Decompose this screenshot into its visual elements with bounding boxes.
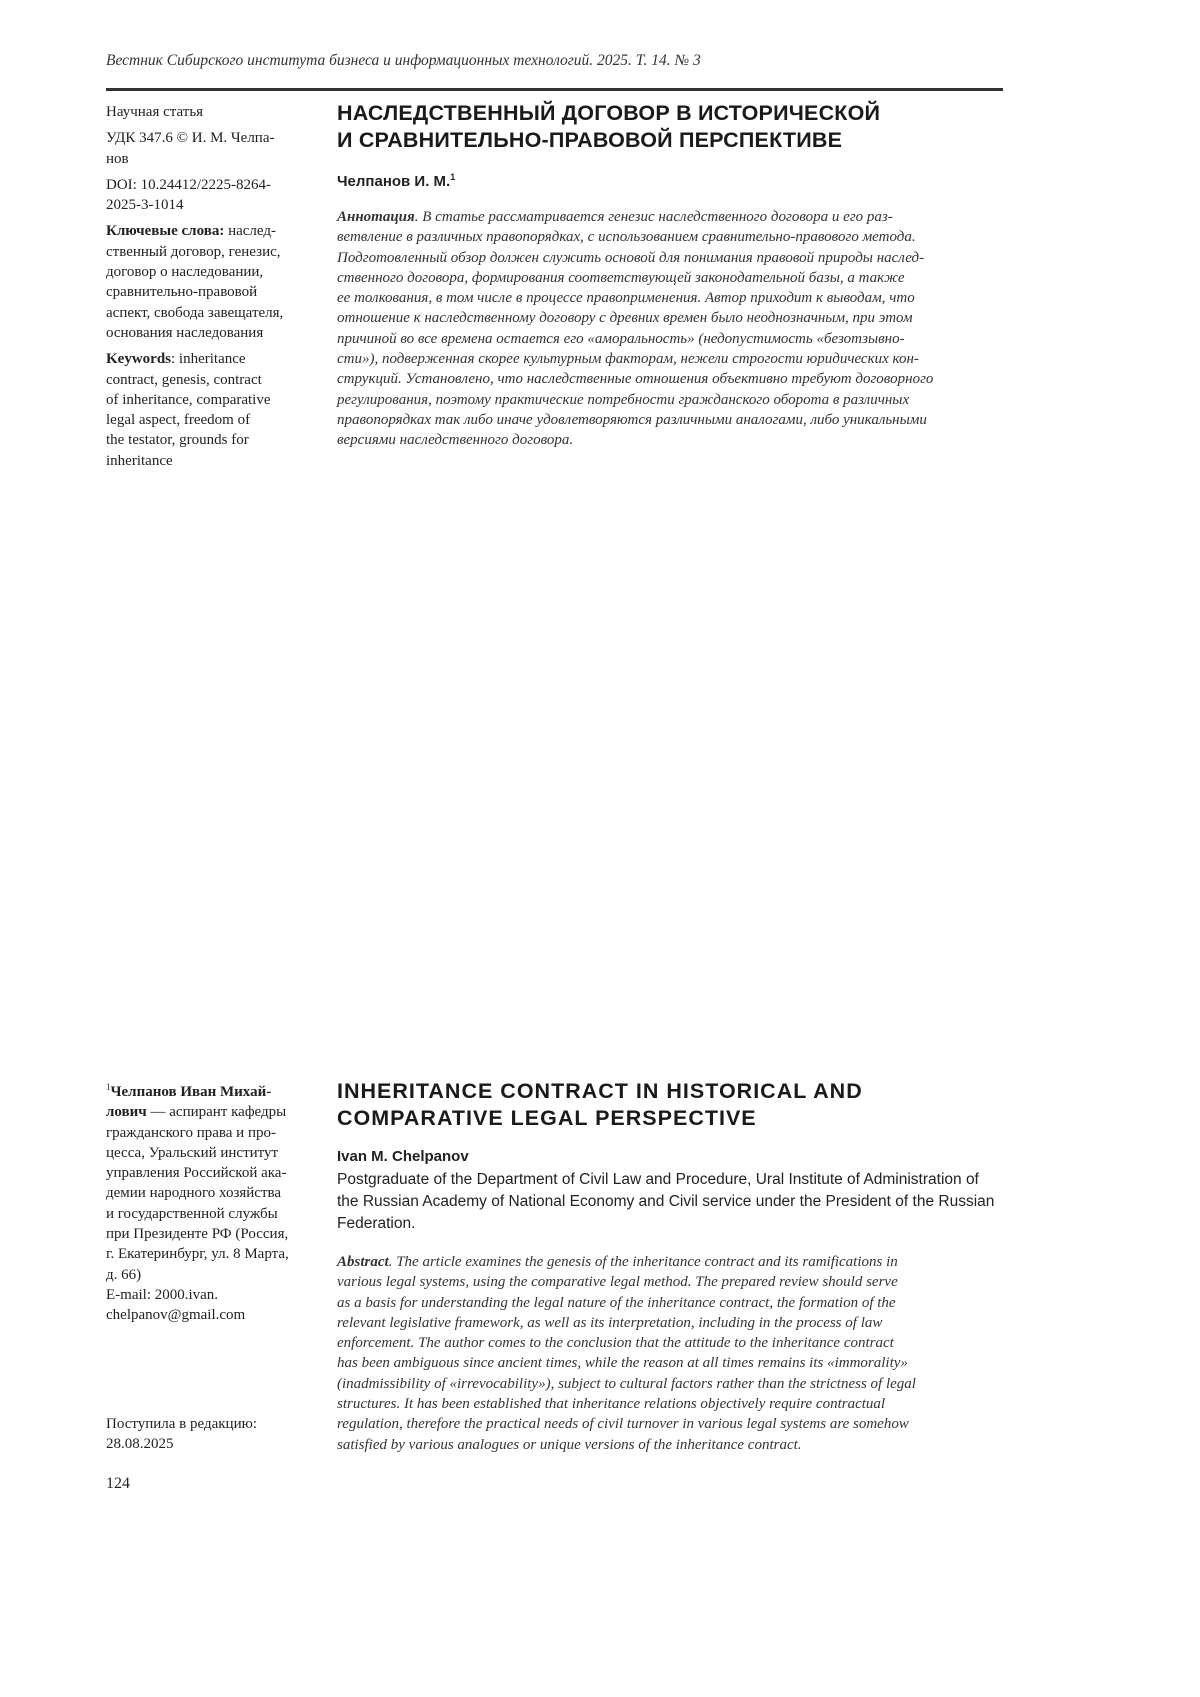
text-line: договор о наследовании,	[106, 262, 321, 282]
keywords-ru	[106, 221, 321, 343]
title-en	[337, 1078, 863, 1132]
text-line: управления Российской ака-	[106, 1163, 321, 1183]
text-line: the testator, grounds for	[106, 430, 321, 450]
author-ru	[337, 172, 455, 190]
author-name: Челпанов Иван Михай-	[111, 1084, 272, 1100]
author-desc-lines	[106, 1123, 321, 1326]
text-line: various legal systems, using the comparative legal method. The prepared review should serve	[337, 1272, 1017, 1292]
text-line: регулирования, поэтому практические потребности гражданского оборота в различных	[337, 390, 1017, 410]
text-line: satisfied by various analogues or unique versions of the inheritance contract.	[337, 1435, 1017, 1455]
text-line: Поступила в редакцию:	[106, 1414, 321, 1434]
text-line: нов	[106, 149, 321, 169]
text-line: ственного договора, формирования соответствующей законодательной базы, а также	[337, 268, 1017, 288]
text-line: 28.08.2025	[106, 1434, 321, 1454]
text-line: И СРАВНИТЕЛЬНО-ПРАВОВОЙ ПЕРСПЕКТИВЕ	[337, 127, 880, 154]
abstract-ru-label: Аннотация	[337, 209, 415, 225]
keywords-en	[106, 349, 321, 471]
text-line: INHERITANCE CONTRACT IN HISTORICAL AND	[337, 1078, 863, 1105]
text-line: as a basis for understanding the legal nature of the inheritance contract, the formation of the	[337, 1293, 1017, 1313]
text-line: chelpanov@gmail.com	[106, 1305, 321, 1325]
article-type: Научная статья	[106, 102, 321, 122]
header-rule	[106, 88, 1003, 91]
text-line: the Russian Academy of National Economy and Civil service under the President of the Russian	[337, 1191, 994, 1213]
text-line: г. Екатеринбург, ул. 8 Марта,	[106, 1244, 321, 1264]
text-line: основания наследования	[106, 323, 321, 343]
author-desc: — аспирант кафедры	[147, 1104, 286, 1120]
text-line: Подготовленный обзор должен служить основой для понимания правовой природы наслед-	[337, 248, 1017, 268]
journal-header: Вестник Сибирского института бизнеса и информационных технологий. 2025. Т. 14. № 3	[106, 52, 701, 70]
text-line: отношение к наследственному договору с древних времен было неоднозначным, при этом	[337, 308, 1017, 328]
text-line: при Президенте РФ (Россия,	[106, 1224, 321, 1244]
text-line: цесса, Уральский институт	[106, 1143, 321, 1163]
text-line: of inheritance, comparative	[106, 390, 321, 410]
keywords-en-lines	[106, 370, 321, 471]
author-name-cont: лович	[106, 1104, 147, 1120]
doi	[106, 175, 321, 216]
text-line: structures. It has been established that inheritance relations objectively require contractual	[337, 1394, 1017, 1414]
text-line: Federation.	[337, 1213, 994, 1235]
text-line: regulation, therefore the practical needs of civil turnover in various legal systems are somehow	[337, 1414, 1017, 1434]
abstract-ru-line: . В статье рассматривается генезис наследственного договора и его раз-	[415, 209, 893, 225]
article-meta	[106, 102, 321, 471]
text-line: сти»), подверженная скорее культурным факторам, нежели строгости юридических кон-	[337, 349, 1017, 369]
text-line: legal aspect, freedom of	[106, 410, 321, 430]
text-line: Postgraduate of the Department of Civil Law and Procedure, Ural Institute of Administration of	[337, 1169, 994, 1191]
keywords-ru-text: наслед-	[224, 223, 276, 239]
keywords-en-label: Keywords	[106, 351, 171, 367]
text-line: inheritance	[106, 451, 321, 471]
page-number: 124	[106, 1475, 130, 1493]
text-line: has been ambiguous since ancient times, while the reason at all times remains its «immorality»	[337, 1353, 1017, 1373]
text-line: contract, genesis, contract	[106, 370, 321, 390]
text-line: COMPARATIVE LEGAL PERSPECTIVE	[337, 1105, 863, 1132]
abstract-en	[337, 1252, 1017, 1455]
text-line: ветвление в различных правопорядках, с использованием сравнительно-правового метода.	[337, 227, 1017, 247]
udk	[106, 128, 321, 169]
text-line: гражданского права и про-	[106, 1123, 321, 1143]
author-ru-footnote-mark: 1	[450, 172, 455, 182]
text-line: 2025-3-1014	[106, 195, 321, 215]
text-line: аспект, свобода завещателя,	[106, 303, 321, 323]
text-line: E-mail: 2000.ivan.	[106, 1285, 321, 1305]
text-line: правопорядках так либо иначе удовлетворяются различными аналогами, либо уникальными	[337, 410, 1017, 430]
abstract-ru	[337, 207, 1017, 451]
author-en-affiliation	[337, 1169, 994, 1235]
text-line: ее толкования, в том числе в процессе правоприменения. Автор приходит к выводам, что	[337, 288, 1017, 308]
abstract-ru-lines	[337, 227, 1017, 450]
abstract-en-label: Abstract	[337, 1254, 389, 1270]
text-line: (inadmissibility of «irrevocability»), subject to cultural factors rather than the strictness of legal	[337, 1374, 1017, 1394]
text-line: НАСЛЕДСТВЕННЫЙ ДОГОВОР В ИСТОРИЧЕСКОЙ	[337, 100, 880, 127]
keywords-ru-label: Ключевые слова:	[106, 223, 224, 239]
title-ru	[337, 100, 880, 154]
text-line: relevant legislative framework, as well as its interpretation, including in the process of law	[337, 1313, 1017, 1333]
text-line: струкций. Установлено, что наследственные отношения объективно требуют договорного	[337, 369, 1017, 389]
abstract-en-lines	[337, 1272, 1017, 1455]
text-line: причиной во все времена остается его «аморальность» (недопустимость «безотзывно-	[337, 329, 1017, 349]
author-footnote-mark: 1	[106, 1082, 111, 1092]
text-line: и государственной службы	[106, 1204, 321, 1224]
author-info	[106, 1077, 321, 1326]
author-ru-name: Челпанов И. М.	[337, 173, 450, 190]
keywords-ru-lines	[106, 242, 321, 343]
text-line: УДК 347.6 © И. М. Челпа-	[106, 128, 321, 148]
text-line: версиями наследственного договора.	[337, 430, 1017, 450]
text-line: enforcement. The author comes to the conclusion that the attitude to the inheritance contract	[337, 1333, 1017, 1353]
text-line: демии народного хозяйства	[106, 1183, 321, 1203]
keywords-en-text: : inheritance	[171, 351, 246, 367]
author-en-name: Ivan M. Chelpanov	[337, 1148, 469, 1165]
text-line: сравнительно-правовой	[106, 282, 321, 302]
text-line: DOI: 10.24412/2225-8264-	[106, 175, 321, 195]
text-line: ственный договор, генезис,	[106, 242, 321, 262]
abstract-en-line: . The article examines the genesis of the inheritance contract and its ramifications in	[389, 1254, 898, 1270]
received-date	[106, 1414, 321, 1455]
text-line: д. 66)	[106, 1265, 321, 1285]
